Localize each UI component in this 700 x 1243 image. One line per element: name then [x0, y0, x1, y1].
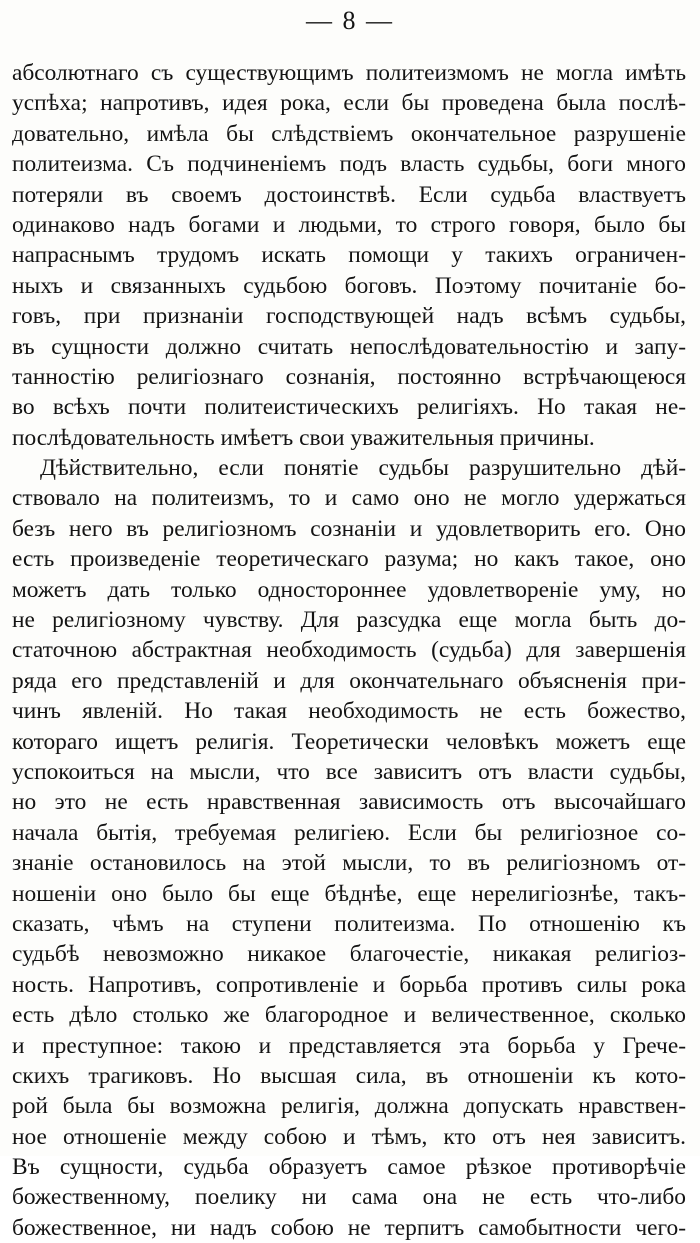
text-line-5: потеряли въ своемъ достоинствѣ. Если судьба властвуетъ [12, 181, 686, 208]
text-line-22: чинъ явленій. Но такая необходимость не есть божество, [12, 698, 686, 725]
text-line-6: одинаково надъ богами и людьми, то строго говоря, было бы [12, 211, 686, 238]
text-line-10: въ сущности должно считать непослѣдовательностію и запу- [12, 333, 686, 360]
text-line-14: Дѣйствительно, если понятіе судьбы разрушительно дѣй- [40, 455, 686, 482]
text-line-19: не религіозному чувству. Для разсудка еще могла быть до- [12, 607, 686, 634]
text-line-37: Въ сущности, судьба образуетъ самое рѣзкое противорѣчіе [12, 1154, 686, 1181]
text-line-12: во всѣхъ почти политеистическихъ религіяхъ. Но такая не- [12, 394, 686, 421]
text-line-28: ношеніи оно было бы еще бѣднѣе, еще нерелигіознѣе, такъ- [12, 880, 686, 907]
text-line-36: ное отношеніе между собою и тѣмъ, кто отъ нея зависитъ. [12, 1123, 686, 1150]
text-line-7: напраснымъ трудомъ искать помощи у такихъ ограничен- [12, 242, 686, 269]
body-text [12, 58, 686, 1243]
text-line-26: начала бытія, требуемая религіею. Если бы религіозное со- [12, 819, 686, 846]
text-line-16: безъ него въ религіозномъ сознаніи и удовлетворить его. Оно [12, 515, 686, 542]
text-line-27: знаніе остановилось на этой мысли, то въ религіозномъ от- [12, 850, 686, 877]
text-line-20: статочною абстрактная необходимость (судьба) для завершенія [12, 637, 686, 664]
text-line-15: ствовало на политеизмъ, то и само оно не могло удержаться [12, 485, 686, 512]
text-line-17: есть произведеніе теоретическаго разума; но какъ такое, оно [12, 546, 686, 573]
text-line-35: рой была бы возможна религія, должна допускать нравствен- [12, 1093, 686, 1120]
text-line-21: ряда его представленій и для окончательнаго объясненія при- [12, 667, 686, 694]
text-line-13: послѣдовательность имѣетъ свои уважительныя причины. [12, 424, 595, 451]
text-line-34: скихъ трагиковъ. Но высшая сила, въ отношеніи къ кото- [12, 1062, 686, 1089]
text-line-31: ность. Напротивъ, сопротивленіе и борьба противъ силы рока [12, 971, 686, 998]
text-line-33: и преступное: такою и представляется эта борьба у Грече- [12, 1032, 686, 1059]
text-line-9: говъ, при признаніи господствующей надъ всѣмъ судьбы, [12, 303, 686, 330]
text-line-24: успокоиться на мысли, что все зависитъ отъ власти судьбы, [12, 758, 686, 785]
text-line-25: но это не есть нравственная зависимость отъ высочайшаго [12, 789, 686, 816]
text-line-39: божественное, ни надъ собою не терпитъ самобытности чего- [12, 1214, 686, 1241]
text-line-23: котораго ищетъ религія. Теоретически человѣкъ можетъ еще [12, 728, 686, 755]
text-line-8: ныхъ и связанныхъ судьбою боговъ. Поэтому почитаніе бо- [12, 272, 686, 299]
text-line-4: политеизма. Съ подчиненіемъ подъ власть судьбы, боги много [12, 151, 686, 178]
text-line-18: можетъ дать только одностороннее удовлетвореніе уму, но [12, 576, 686, 603]
text-line-38: божественному, поелику ни сама она не есть что-либо [12, 1184, 686, 1211]
text-line-1: абсолютнаго съ существующимъ политеизмомъ не могла имѣть [12, 60, 686, 86]
text-line-3: довательно, имѣла бы слѣдствіемъ окончательное разрушеніе [12, 120, 686, 147]
text-line-30: судьбѣ невозможно никакое благочестіе, никакая религіоз- [12, 941, 686, 968]
text-line-11: танностію религіознаго сознанія, постоянно встрѣчающеюся [12, 363, 686, 390]
text-line-29: сказать, чѣмъ на ступени политеизма. По отношенію къ [12, 910, 686, 937]
text-line-2: успѣха; напротивъ, идея рока, если бы проведена была послѣ- [12, 90, 686, 117]
text-line-32: есть дѣло столько же благородное и величественное, сколько [12, 1002, 686, 1029]
page-number: — 8 — [306, 6, 394, 35]
